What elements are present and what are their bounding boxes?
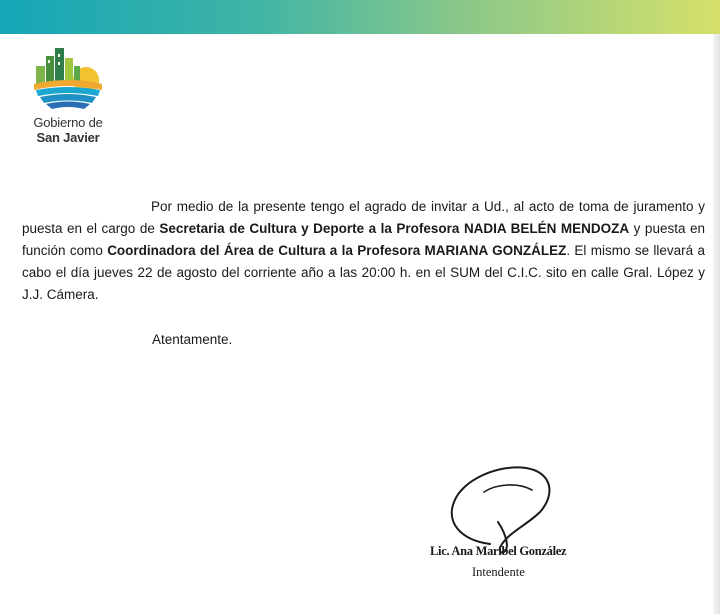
signatory-name: Lic. Ana Maribel González — [430, 544, 567, 558]
page-edge-shadow — [713, 34, 720, 614]
invitation-paragraph — [22, 196, 705, 306]
handwritten-signature — [440, 462, 590, 557]
text-details: . El mismo se llevará a cabo el día jueves 22 de agosto del corriente año a las 20:00 h. en el SUM del C.I.C. sito en calle Gral. López y J.J. Cámera. — [22, 243, 705, 302]
text-secretaria: Secretaria de Cultura y Deporte a la Profesora NADIA BELÉN MENDOZA — [159, 221, 630, 236]
text-connector: y puesta en función como — [22, 221, 705, 258]
logo-line-san-javier: San Javier — [36, 130, 100, 145]
text-intro: Por medio de la presente tengo el agrado de invitar a Ud., al acto de toma de juramento y puesta en el cargo de — [22, 199, 705, 236]
text-coordinadora: Coordinadora del Área de Cultura a la Profesora MARIANA GONZÁLEZ — [107, 243, 567, 258]
signatory-role: Intendente — [472, 565, 525, 579]
closing-salutation: Atentamente. — [152, 332, 233, 347]
letter-body — [22, 196, 705, 306]
header-gradient-band — [0, 0, 720, 34]
logo-line-gobierno: Gobierno de — [33, 115, 103, 130]
government-logo — [22, 44, 122, 154]
city-waves-sun-logo-icon — [32, 44, 104, 114]
